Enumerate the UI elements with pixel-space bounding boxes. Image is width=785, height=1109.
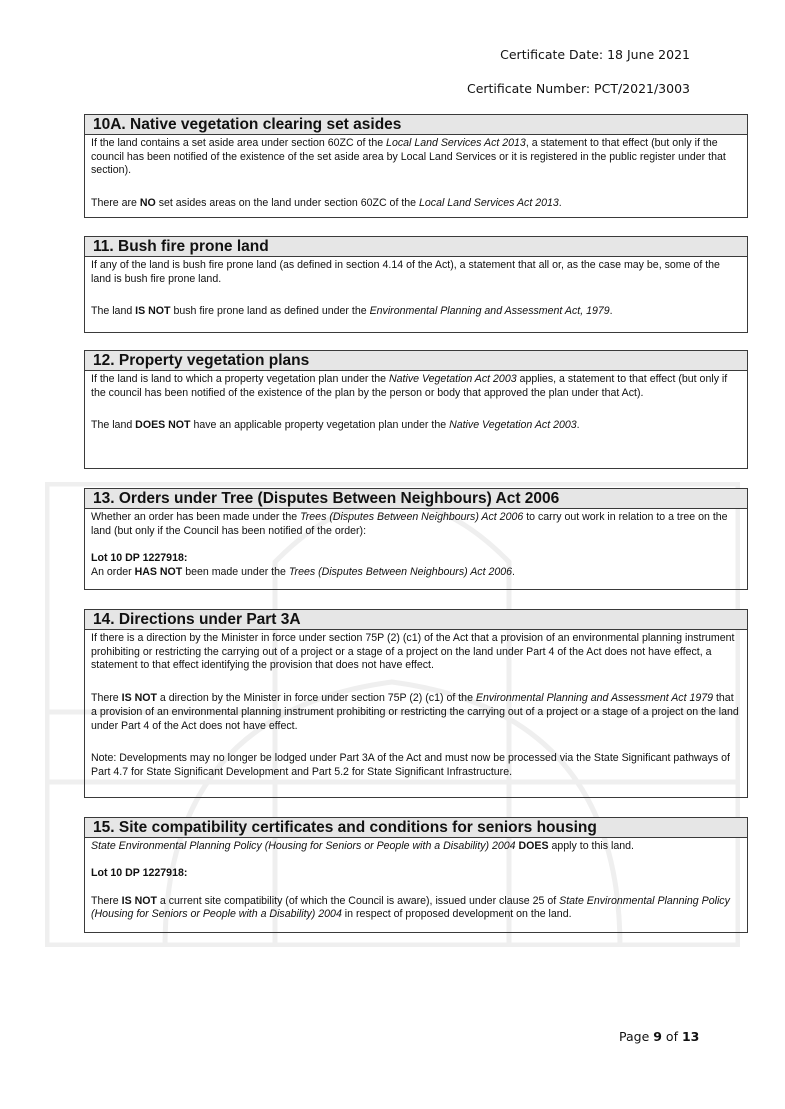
answer-status: IS NOT [121,692,157,705]
policy-name: State Environmental Planning Policy (Housing for Seniors or People with a Disability) 2004 [91,840,516,852]
act-name: Native Vegetation Act 2003 [389,373,517,385]
text: There [91,894,122,907]
act-name: Environmental Planning and Assessment Act, 1979 [369,305,610,318]
section-body [85,257,747,325]
text: to carry out work in relation to a tree on the land (but only if the Council has been notified of the order): [91,511,728,537]
section-body [85,371,747,439]
section-14 [84,609,748,798]
section-question: If there is a direction by the Minister in force under section 75P (2) (c1) of the Act that a provision of an environmental planning instrument prohibiting or restricting the carrying out of a project or a stage of a project on the land under Part 4 of the Act does not have effect, a statement to that effect identifying the provision that does not have effect. [91,632,735,672]
text: The land [91,419,136,432]
section-body [85,838,747,928]
text: that a provision of an environmental planning instrument prohibiting or restricting the carrying out of a project or a stage of a project on the land under Part 4 of the Act does not have effect. [91,692,739,732]
section-answer [91,305,742,319]
section-question [91,840,742,854]
text: . [576,419,580,432]
section-title: 13. Orders under Tree (Disputes Between Neighbours) Act 2006 [85,489,747,509]
section-title: 11. Bush fire prone land [85,237,747,257]
act-name: Native Vegetation Act 2003 [449,419,577,432]
text: in respect of proposed development on the land. [341,908,572,921]
text: There [91,692,122,705]
text: . [609,305,613,318]
section-12 [84,350,748,469]
policy-name: State Environmental Planning Policy (Housing for Seniors or People with a Disability) 2004 [91,894,730,921]
text: apply to this land. [548,840,634,852]
section-question [91,511,742,538]
answer-status: DOES NOT [135,419,191,432]
section-10a [84,114,748,218]
act-name: Trees (Disputes Between Neighbours) Act 2006 [300,511,524,523]
section-body [85,630,747,786]
act-name: Local Land Services Act 2013 [419,197,559,210]
text: bush fire prone land as defined under the [170,305,370,318]
text: An order [91,565,135,578]
text: applies, a statement to that effect (but only if the council has been notified of the existence of the plan by the person or body that approved the plan under that Act). [91,373,728,399]
answer-status: IS NOT [135,305,171,318]
section-title: 12. Property vegetation plans [85,351,747,371]
act-name: Environmental Planning and Assessment Act 1979 [475,692,714,705]
answer-status: HAS NOT [134,565,183,578]
page-prefix: Page [619,1029,654,1044]
section-question [91,373,742,400]
act-name: Trees (Disputes Between Neighbours) Act 2006 [288,565,513,578]
lot-label [91,867,742,881]
text: a current site compatibility (of which the Council is aware), issued under clause 25 of [156,894,560,907]
answer-status: DOES [518,840,549,852]
text: , a statement to that effect (but only if the council has been notified of the existence of the set aside area by Local Land Services or it is registered in the public register under that section). [91,137,726,177]
lot-text: Lot 10 DP 1227918: [91,552,188,565]
lot-text: Lot 10 DP 1227918: [91,867,188,880]
text: . [512,565,515,578]
certificate-number: Certificate Number: PCT/2021/3003 [466,81,690,96]
text: have an applicable property vegetation plan under the [190,419,450,432]
text: been made under the [182,565,289,578]
section-question [91,137,742,178]
section-body [85,509,747,586]
text: Whether an order has been made under the [91,511,301,523]
section-answer [91,566,742,580]
page-current: 9 [653,1029,662,1044]
page-number [619,1029,699,1044]
answer-status: NO [139,197,156,210]
section-title: 10A. Native vegetation clearing set asides [85,115,747,135]
text: If the land is land to which a property vegetation plan under the [91,373,389,385]
section-body [85,135,747,217]
section-15 [84,817,748,933]
answer-status: IS NOT [121,894,157,907]
section-11 [84,236,748,333]
act-name: Local Land Services Act 2013 [386,137,526,149]
section-answer [91,895,742,922]
text: If the land contains a set aside area under section 60ZC of the [91,137,387,149]
text: The land [91,305,136,318]
text: . [558,197,562,210]
section-title: 14. Directions under Part 3A [85,610,747,630]
section-question: If any of the land is bush fire prone land (as defined in section 4.14 of the Act), a statement that all or, as the case may be, some of the land is bush fire prone land. [91,259,720,285]
lot-label [91,552,742,566]
section-13 [84,488,748,590]
page-of: of [661,1029,682,1044]
page-total: 13 [681,1029,700,1044]
text: a direction by the Minister in force under section 75P (2) (c1) of the [156,692,476,705]
section-answer [91,692,742,733]
section-note: Note: Developments may no longer be lodged under Part 3A of the Act and must now be processed via the State Significant pathways of Part 4.7 for State Significant Development and Part 5.2 for State Significant Infrastructure. [91,752,730,778]
certificate-date: Certificate Date: 18 June 2021 [500,47,690,62]
text: set asides areas on the land under section 60ZC of the [155,197,420,210]
section-title: 15. Site compatibility certificates and conditions for seniors housing [85,818,747,838]
text: There are [91,197,140,210]
section-answer [91,419,742,433]
section-answer [91,197,742,211]
